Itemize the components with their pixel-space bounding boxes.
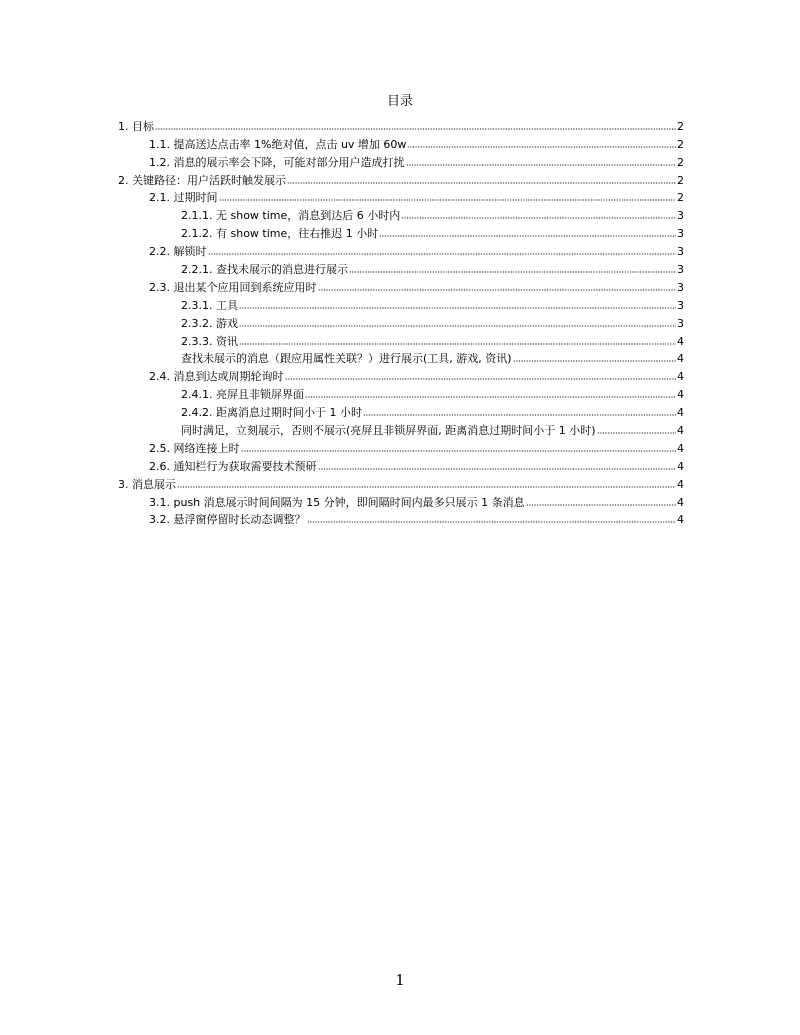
toc-entry[interactable] bbox=[118, 330, 684, 348]
toc-entry-text bbox=[149, 281, 317, 294]
toc-entry-title: 退出某个应用回到系统应用时 bbox=[173, 280, 317, 294]
toc-entry-page: 2 bbox=[677, 137, 684, 151]
toc-entry-page: 2 bbox=[677, 191, 684, 205]
toc-dot-leader bbox=[407, 146, 676, 148]
toc-entry-title: 提高送达点击率 1%绝对值，点击 uv 增加 60w bbox=[173, 137, 407, 151]
toc-entry[interactable] bbox=[118, 258, 684, 276]
toc-entry-number: 2.3.3. bbox=[181, 334, 213, 348]
toc-entry-text bbox=[149, 442, 240, 455]
toc-entry-number: 3. bbox=[118, 477, 129, 491]
toc-entry[interactable] bbox=[118, 240, 684, 258]
page-number: 1 bbox=[395, 971, 405, 989]
toc-entry-number: 3.1. bbox=[149, 495, 170, 509]
toc-entry[interactable] bbox=[118, 365, 684, 383]
toc-dot-leader bbox=[406, 164, 677, 166]
toc-entry-title: 查找未展示的消息进行展示 bbox=[216, 263, 348, 277]
toc-entry-page: 4 bbox=[677, 513, 684, 527]
toc-entry-text bbox=[149, 191, 218, 204]
toc-entry-text bbox=[149, 460, 317, 473]
toc-entry-text bbox=[181, 388, 304, 401]
toc-entry-page: 4 bbox=[677, 352, 684, 366]
toc-entry-page: 4 bbox=[677, 459, 684, 473]
toc-entry-text bbox=[181, 263, 348, 276]
toc-entry-title: 距离消息过期时间小于 1 小时 bbox=[216, 406, 362, 420]
toc-entry[interactable] bbox=[118, 419, 684, 437]
toc-entry-title: 查找未展示的消息（跟应用属性关联？）进行展示(工具, 游戏, 资讯) bbox=[181, 352, 512, 366]
toc-entry-text bbox=[118, 120, 154, 133]
toc-entry-text bbox=[149, 496, 525, 509]
toc-entry[interactable] bbox=[118, 187, 684, 205]
toc-entry-title: 消息到达或周期轮询时 bbox=[173, 370, 284, 384]
toc-entry-number: 2.5. bbox=[149, 441, 170, 455]
toc-dot-leader bbox=[526, 504, 676, 506]
toc-entry-text bbox=[181, 317, 238, 330]
toc-entry-text bbox=[181, 406, 362, 419]
toc-entry-number: 2. bbox=[118, 173, 129, 187]
toc-entry-title: 过期时间 bbox=[173, 191, 218, 205]
toc-entry-title: 同时满足，立刻展示，否则不展示(亮屏且非锁屏界面, 距离消息过期时间小于 1 小时) bbox=[181, 424, 596, 438]
toc-entry-number: 2.4.1. bbox=[181, 388, 213, 402]
toc-entry-number: 2.6. bbox=[149, 459, 170, 473]
toc-entry[interactable] bbox=[118, 312, 684, 330]
toc-dot-leader bbox=[155, 128, 676, 130]
toc-entry-number: 2.1. bbox=[149, 191, 170, 205]
toc-entry-page: 2 bbox=[677, 155, 684, 169]
toc-dot-leader bbox=[177, 486, 676, 488]
toc-entry-number: 2.4.2. bbox=[181, 406, 213, 420]
toc-dot-leader bbox=[349, 271, 676, 273]
toc-entry[interactable] bbox=[118, 151, 684, 169]
toc-entry[interactable] bbox=[118, 348, 684, 366]
toc-entry-number: 2.4. bbox=[149, 370, 170, 384]
toc-dot-leader bbox=[285, 378, 677, 380]
toc-dot-leader bbox=[219, 199, 677, 201]
toc-entry-number: 1. bbox=[118, 119, 129, 133]
toc-entry-title: 资讯 bbox=[216, 334, 238, 348]
toc-entry[interactable] bbox=[118, 437, 684, 455]
toc-entry-text bbox=[149, 370, 284, 383]
toc-entry-page: 4 bbox=[677, 388, 684, 402]
toc-entry-title: 消息展示 bbox=[132, 477, 176, 491]
toc-entry-text bbox=[149, 513, 306, 526]
toc-entry-page: 3 bbox=[677, 245, 684, 259]
toc-entry-text bbox=[181, 209, 400, 222]
toc-entry-page: 4 bbox=[677, 424, 684, 438]
toc-entry[interactable] bbox=[118, 401, 684, 419]
toc-entry-text bbox=[149, 245, 207, 258]
toc-entry[interactable] bbox=[118, 509, 684, 527]
toc-entry-page: 2 bbox=[677, 173, 684, 187]
toc-dot-leader bbox=[318, 468, 677, 470]
toc-title: 目录 bbox=[386, 94, 413, 109]
toc-entry-page: 4 bbox=[677, 495, 684, 509]
toc-dot-leader bbox=[513, 360, 676, 362]
toc-entry-page: 3 bbox=[677, 209, 684, 223]
toc-entry-title: 游戏 bbox=[216, 316, 238, 330]
toc-dot-leader bbox=[305, 396, 676, 398]
toc-dot-leader bbox=[239, 307, 676, 309]
toc-entry[interactable] bbox=[118, 473, 684, 491]
toc-dot-leader bbox=[307, 521, 677, 523]
toc-entry-number: 3.2. bbox=[149, 513, 170, 527]
toc-entry-title: 无 show time，消息到达后 6 小时内 bbox=[216, 209, 401, 223]
toc-entry-number: 2.3.1. bbox=[181, 298, 213, 312]
toc-entry-number: 2.1.2. bbox=[181, 227, 213, 241]
toc-entry-number: 2.2.1. bbox=[181, 263, 213, 277]
toc-dot-leader bbox=[239, 325, 676, 327]
toc-dot-leader bbox=[379, 235, 676, 237]
toc-dot-leader bbox=[287, 182, 676, 184]
toc-entry-title: push 消息展示时间间隔为 15 分钟，即间隔时间内最多只展示 1 条消息 bbox=[173, 495, 525, 509]
toc-entry-page: 4 bbox=[677, 406, 684, 420]
toc-entry-title: 有 show time，往右推迟 1 小时 bbox=[216, 227, 379, 241]
toc-dot-leader bbox=[318, 289, 677, 291]
toc-entry[interactable] bbox=[118, 204, 684, 222]
toc-entry[interactable] bbox=[118, 383, 684, 401]
toc-entry-title: 悬浮窗停留时长动态调整？ bbox=[173, 513, 306, 527]
toc-entry[interactable] bbox=[118, 491, 684, 509]
toc-entry-number: 2.1.1. bbox=[181, 209, 213, 223]
toc-entry-page: 3 bbox=[677, 263, 684, 277]
toc-dot-leader bbox=[239, 343, 676, 345]
toc-entry-page: 4 bbox=[677, 334, 684, 348]
toc-entry-text bbox=[149, 156, 405, 169]
toc-entry-title: 解锁时 bbox=[173, 245, 207, 259]
toc-entry-page: 3 bbox=[677, 298, 684, 312]
toc-entry[interactable] bbox=[118, 276, 684, 294]
toc-dot-leader bbox=[241, 450, 677, 452]
toc-dot-leader bbox=[208, 253, 677, 255]
toc-entry-number: 2.3. bbox=[149, 280, 170, 294]
toc-dot-leader bbox=[401, 217, 676, 219]
toc-entry-page: 3 bbox=[677, 227, 684, 241]
toc-entry-title: 网络连接上时 bbox=[173, 441, 240, 455]
toc-entry-page: 4 bbox=[677, 477, 684, 491]
toc-dot-leader bbox=[597, 432, 676, 434]
toc-entry[interactable] bbox=[118, 455, 684, 473]
toc-entry-page: 4 bbox=[677, 441, 684, 455]
toc-entry-text bbox=[181, 299, 238, 312]
toc-entry-title: 通知栏行为获取需要技术预研 bbox=[173, 459, 317, 473]
toc-entry-text bbox=[118, 478, 176, 491]
table-of-contents bbox=[118, 115, 684, 526]
toc-dot-leader bbox=[363, 414, 676, 416]
toc-entry-title: 消息的展示率会下降，可能对部分用户造成打扰 bbox=[173, 155, 405, 169]
toc-entry[interactable] bbox=[118, 222, 684, 240]
toc-entry-title: 目标 bbox=[132, 119, 154, 133]
toc-entry[interactable] bbox=[118, 294, 684, 312]
toc-entry-text bbox=[181, 227, 378, 240]
toc-entry-title: 工具 bbox=[216, 298, 238, 312]
toc-entry-number: 2.3.2. bbox=[181, 316, 213, 330]
toc-entry-page: 3 bbox=[677, 280, 684, 294]
toc-entry-text bbox=[118, 174, 286, 187]
toc-entry-page: 3 bbox=[677, 316, 684, 330]
toc-entry[interactable] bbox=[118, 169, 684, 187]
toc-entry[interactable] bbox=[118, 115, 684, 133]
toc-entry-page: 4 bbox=[677, 370, 684, 384]
toc-entry-number: 2.2. bbox=[149, 245, 170, 259]
toc-entry-number: 1.1. bbox=[149, 137, 170, 151]
toc-entry-page: 2 bbox=[677, 119, 684, 133]
toc-entry[interactable] bbox=[118, 133, 684, 151]
toc-entry-text bbox=[149, 138, 406, 151]
toc-entry-title: 关键路径：用户活跃时触发展示 bbox=[132, 173, 286, 187]
toc-entry-title: 亮屏且非锁屏界面 bbox=[216, 388, 304, 402]
toc-entry-number: 1.2. bbox=[149, 155, 170, 169]
toc-entry-text bbox=[181, 335, 238, 348]
